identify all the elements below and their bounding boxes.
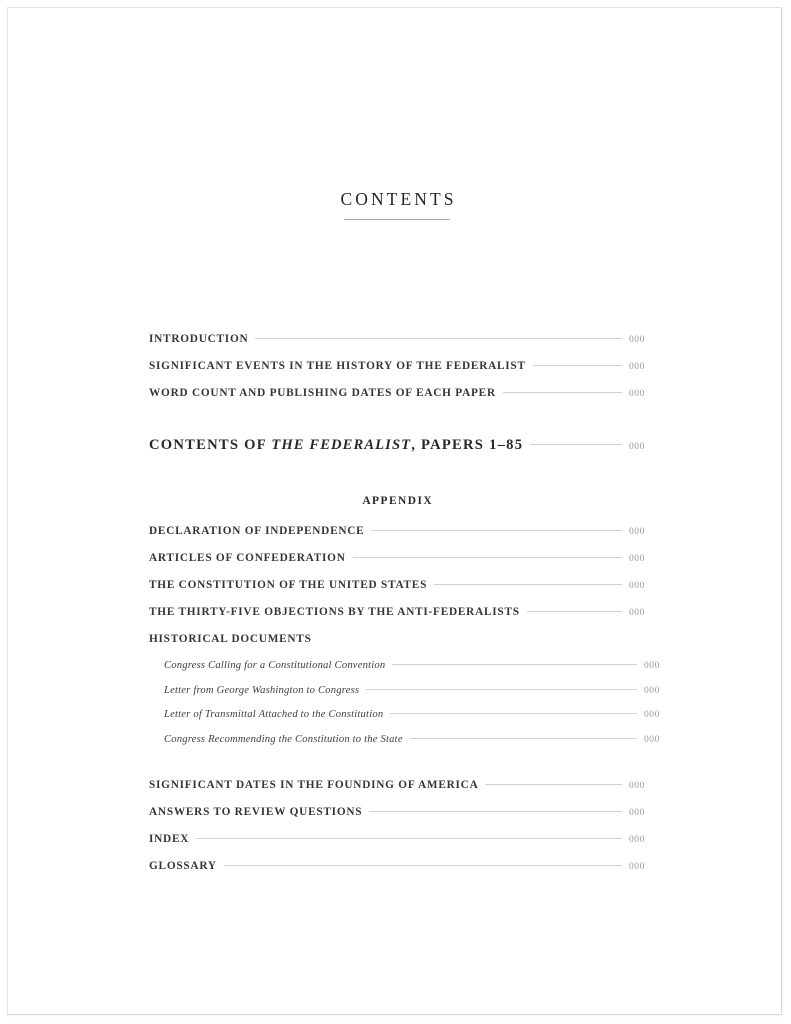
toc-entry-page: 000 (628, 442, 645, 452)
leader-rule (530, 444, 622, 445)
toc-subentry[interactable] (149, 734, 660, 759)
toc-subentry-page: 000 (643, 710, 660, 720)
toc-entry[interactable] (149, 779, 645, 806)
toc-entry[interactable] (149, 606, 645, 633)
leader-rule (255, 338, 622, 339)
leader-rule (353, 557, 622, 558)
toc-entry-page: 000 (628, 362, 645, 372)
leader-rule (224, 865, 622, 866)
toc-entry-label: THE CONSTITUTION OF THE UNITED STATES (149, 579, 428, 591)
toc-entry-page: 000 (628, 608, 645, 618)
toc-subentry-page: 000 (643, 734, 660, 745)
toc-subentry[interactable] (149, 685, 660, 710)
toc-entry-label: SIGNIFICANT DATES IN THE FOUNDING OF AMERICA (149, 779, 479, 791)
toc-entry-page: 000 (628, 781, 645, 791)
spacer-front-matter (149, 414, 645, 437)
toc-entry-page: 000 (628, 835, 645, 845)
document-page (7, 7, 782, 1015)
toc-entry[interactable] (149, 833, 645, 860)
toc-subheading-historical-documents (149, 633, 645, 660)
toc-subentry-label: Letter of Transmittal Attached to the Constitution (164, 709, 384, 720)
toc-entry-label: GLOSSARY (149, 860, 217, 872)
toc-entry-label: INDEX (149, 833, 190, 845)
toc-entry-page: 000 (628, 527, 645, 537)
leader-rule (392, 664, 637, 665)
toc-entry[interactable] (149, 860, 645, 887)
toc-entry-label (149, 437, 523, 454)
leader-rule (485, 784, 621, 785)
toc-entry-page: 000 (628, 389, 645, 399)
leader-rule (410, 738, 637, 739)
front-matter-group (149, 333, 645, 414)
toc-entry[interactable] (149, 525, 645, 552)
toc-entry[interactable] (149, 806, 645, 833)
leader-rule (366, 689, 637, 690)
leader-rule (371, 530, 621, 531)
toc-entry-label: WORD COUNT AND PUBLISHING DATES OF EACH PAPER (149, 387, 496, 399)
toc-subentry-label: Letter from George Washington to Congress (164, 684, 360, 696)
toc-entry-page: 000 (628, 554, 645, 564)
leader-rule (196, 838, 622, 839)
section-heading-appendix: APPENDIX (362, 495, 434, 507)
leader-rule (390, 713, 637, 714)
feature-prefix: CONTENTS OF (149, 437, 272, 453)
leader-rule (527, 611, 622, 612)
toc-entry[interactable] (149, 579, 645, 606)
spacer-feature (149, 473, 645, 495)
toc-entry-label: HISTORICAL DOCUMENTS (149, 633, 312, 645)
toc-subentry-page: 000 (643, 685, 660, 696)
back-matter-group (149, 779, 645, 887)
toc-entry[interactable] (149, 360, 645, 387)
toc-subentry-label: Congress Calling for a Constitutional Convention (164, 660, 386, 671)
toc-entry-label: ANSWERS TO REVIEW QUESTIONS (149, 806, 363, 818)
toc-entry-label: DECLARATION OF INDEPENDENCE (149, 525, 365, 537)
toc-entry-label: ARTICLES OF CONFEDERATION (149, 552, 346, 564)
leader-rule (503, 392, 622, 393)
page-title: CONTENTS (340, 189, 457, 209)
toc-entry-label: THE THIRTY-FIVE OBJECTIONS BY THE ANTI-FEDERALISTS (149, 606, 520, 618)
feature-suffix: , PAPERS 1–85 (411, 437, 524, 453)
toc-entry[interactable] (149, 333, 645, 360)
leader-rule (369, 811, 622, 812)
toc-entry-label: SIGNIFICANT EVENTS IN THE HISTORY OF THE FEDERALIST (149, 360, 526, 372)
table-of-contents (149, 8, 660, 887)
toc-entry-page: 000 (628, 808, 645, 818)
toc-entry-page: 000 (628, 581, 645, 591)
toc-entry-page: 000 (628, 335, 645, 345)
historical-documents-group (149, 660, 660, 758)
toc-entry-label: INTRODUCTION (149, 333, 249, 345)
toc-entry-page: 000 (628, 862, 645, 872)
toc-entry[interactable] (149, 552, 645, 579)
toc-entry[interactable] (149, 387, 645, 414)
appendix-group (149, 525, 645, 660)
spacer-historical-documents (149, 758, 645, 779)
toc-subentry[interactable] (149, 660, 660, 685)
toc-subentry-label: Congress Recommending the Constitution to the State (164, 733, 403, 745)
title-underline-rule (344, 219, 450, 220)
leader-rule (533, 365, 622, 366)
spacer-appendix-heading (149, 507, 645, 525)
toc-entry-federalist-papers[interactable] (149, 437, 645, 473)
leader-rule (434, 584, 622, 585)
spacer-title (149, 220, 645, 333)
feature-italic-title: THE FEDERALIST (271, 437, 412, 453)
toc-subentry[interactable] (149, 709, 660, 734)
toc-subentry-page: 000 (643, 661, 660, 671)
